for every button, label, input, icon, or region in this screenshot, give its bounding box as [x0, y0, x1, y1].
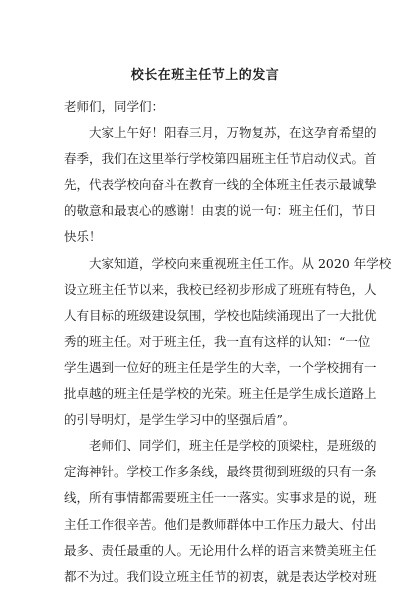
text-line: 人有目标的班级建设氛围，学校也陆续涌现出了一大批优 [64, 307, 377, 323]
text-line: 大家上午好！阳春三月，万物复苏，在这孕育希望的 [89, 125, 377, 141]
text-line: 先，代表学校向奋斗在教育一线的全体班主任表示最诚挚 [64, 177, 377, 193]
text-line: 最多、责任最重的人。无论用什么样的语言来赞美班主任 [64, 542, 377, 558]
text-line: 定海神针。学校工作多条线，最终贯彻到班级的只有一条 [64, 464, 377, 480]
document-body [64, 94, 392, 590]
text-line: 主任工作很辛苦。他们是教师群体中工作压力最大、付出 [64, 516, 377, 532]
paragraph-3 [64, 433, 377, 590]
text-line: 设立班主任节以来，我校已经初步形成了班班有特色，人 [64, 281, 377, 297]
text-line: 秀的班主任。对于班主任，我一直有这样的认知：“一位 [64, 333, 371, 349]
text-line: 都不为过。我们设立班主任节的初衷，就是表达学校对班 [64, 568, 377, 584]
text-line: 快乐！ [64, 229, 102, 245]
paragraph-2 [64, 251, 392, 434]
text-line: 春季，我们在这里举行学校第四届班主任节启动仪式。首 [64, 151, 377, 167]
text-line: 大家知道，学校向来重视班主任工作。从 2020 年学校 [89, 255, 392, 271]
text-line: 批卓越的班主任是学校的光荣。班主任是学生成长道路上 [64, 386, 377, 402]
text-line: 的引导明灯，是学生学习中的坚强后盾”。 [64, 412, 296, 428]
paragraph-1 [64, 120, 377, 250]
text-line: 的敬意和最衷心的感谢！由衷的说一句：班主任们，节日 [64, 203, 377, 219]
text-line: 线，所有事情都需要班主任一一落实。实事求是的说，班 [64, 490, 377, 506]
text-line: 学生遇到一位好的班主任是学生的大幸，一个学校拥有一 [64, 359, 377, 375]
document-title: 校长在班主任节上的发言 [130, 68, 280, 83]
text-line: 老师们、同学们，班主任是学校的顶梁柱，是班级的 [89, 438, 377, 454]
salutation: 老师们，同学们： [64, 99, 165, 114]
